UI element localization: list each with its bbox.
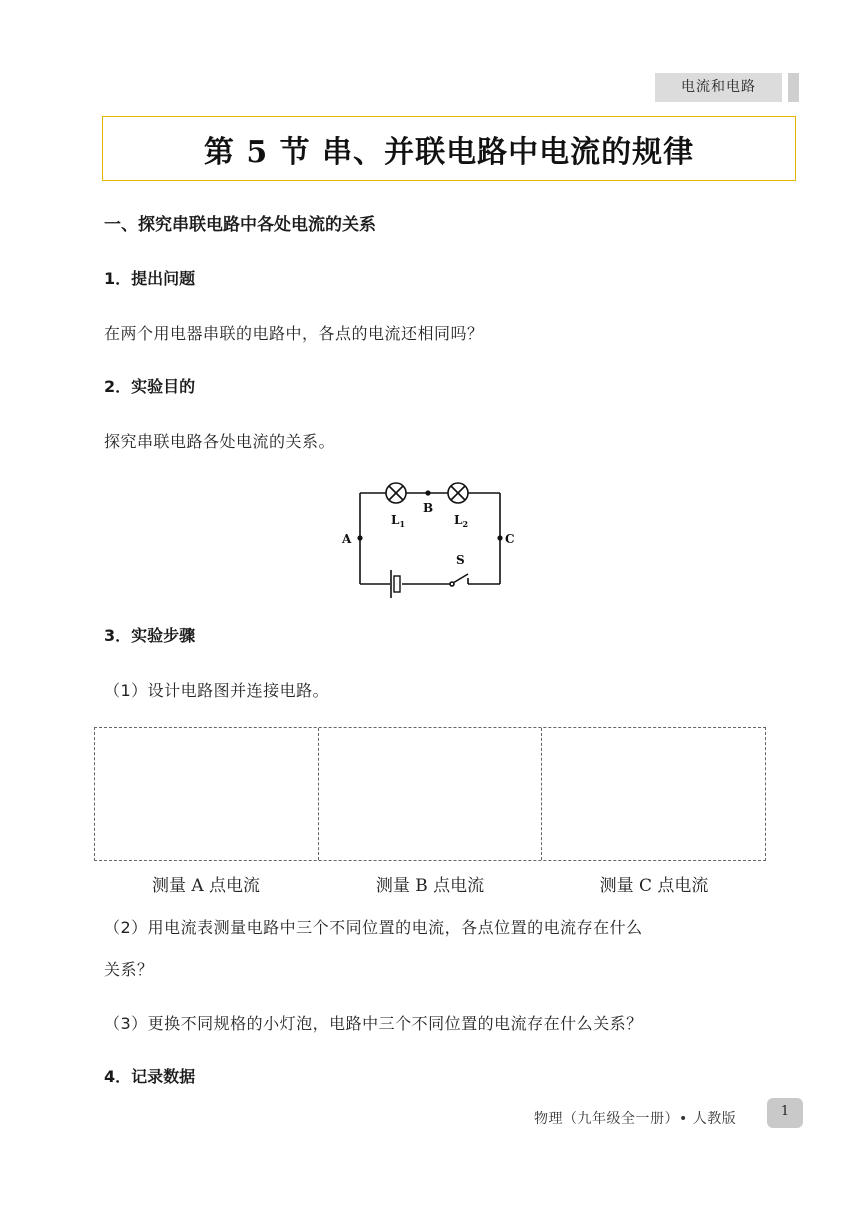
lamp-l2-icon [448,483,468,503]
battery-icon [391,570,400,598]
measure-cell-a [95,728,318,860]
label-c: C [505,532,515,546]
label-l1: $L_1$ [391,513,406,529]
heading-question: 1．提出问题 [104,269,196,288]
measure-label-b: 测量 B 点电流 [375,876,485,896]
step-2-line-1: （2）用电流表测量电路中三个不同位置的电流，各点位置的电流存在什么 [104,918,643,937]
circuit-diagram [330,470,530,610]
label-a: A [342,532,352,546]
title-box [102,116,796,181]
footer-book-title: 物理（九年级全一册）• 人教版 [534,1111,737,1127]
measure-label-a: 测量 A 点电流 [151,876,261,896]
point-b-dot [425,490,430,495]
question-text: 在两个用电器串联的电路中，各点的电流还相同吗？ [104,324,484,343]
chapter-tab: 电流和电路 [655,73,782,102]
lamp-l1-icon [386,483,406,503]
section-heading: 一、探究串联电路中各处电流的关系 [104,215,376,235]
label-b: B [423,501,434,515]
step-2-line-2: 关系？ [104,960,154,979]
measurement-table [94,727,766,861]
step-1-text: （1）设计电路图并连接电路。 [104,681,330,700]
point-a-dot [357,535,362,540]
chapter-tab-edge [788,73,799,102]
label-l2: $L_2$ [454,513,469,529]
label-s: S [456,553,465,567]
step-3-text: （3）更换不同规格的小灯泡，电路中三个不同位置的电流存在什么关系？ [104,1014,643,1033]
heading-steps: 3．实验步骤 [104,626,196,645]
heading-record: 4．记录数据 [104,1067,196,1086]
page-number: 1 [767,1098,803,1128]
measure-cell-c [541,728,765,860]
heading-purpose: 2．实验目的 [104,377,196,396]
point-c-dot [497,535,502,540]
measure-label-c: 测量 C 点电流 [599,876,709,896]
switch-icon [450,574,468,586]
measure-cell-b [318,728,542,860]
purpose-text: 探究串联电路各处电流的关系。 [104,432,336,451]
page-title: 第 5 节 串、并联电路中电流的规律 [203,134,695,170]
